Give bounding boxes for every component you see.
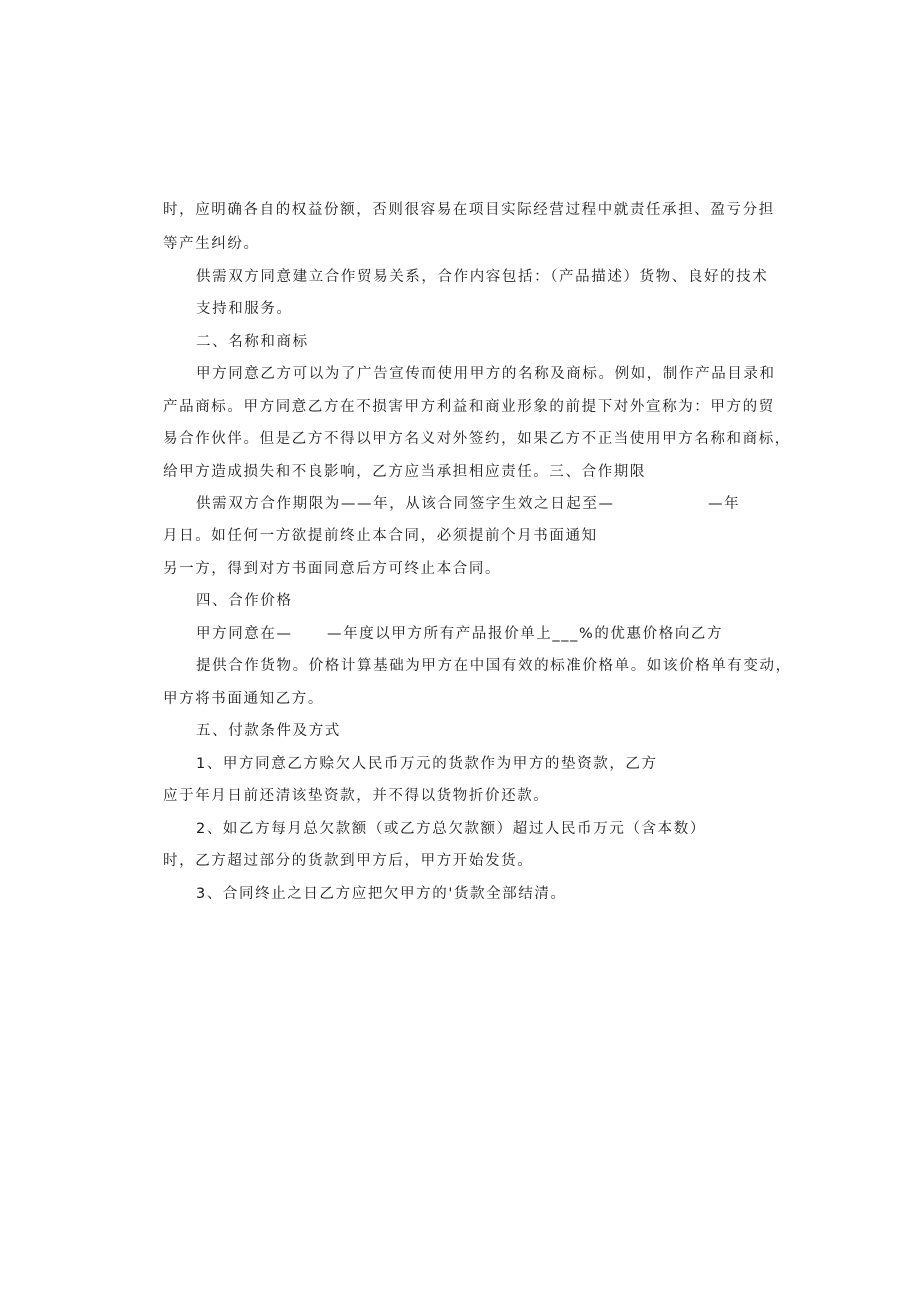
paragraph-line: 提供合作货物。价格计算基础为甲方在中国有效的标准价格单。如该价格单有变动，	[196, 658, 792, 674]
paragraph-line: 甲方同意在—	[196, 626, 293, 642]
paragraph-line: 时，应明确各自的权益份额，否则很容易在项目实际经营过程中就责任承担、盈亏分担	[163, 202, 775, 218]
section-heading: 五、付款条件及方式	[196, 723, 341, 739]
paragraph-line: 3、合同终止之日乙方应把欠甲方的'货款全部结清。	[196, 886, 567, 902]
paragraph-line-fragment: —年度以甲方所有产品报价单上___%的优惠价格向乙方	[327, 626, 724, 642]
paragraph-line: 1、甲方同意乙方赊欠人民币万元的货款作为甲方的垫资款，乙方	[196, 756, 658, 772]
paragraph-line: 支持和服务。	[196, 301, 293, 317]
paragraph-line: 供需双方同意建立合作贸易关系，合作内容包括：（产品描述）货物、良好的技术	[196, 269, 769, 285]
paragraph-line: 2、如乙方每月总欠款额（或乙方总欠款额）超过人民币万元（含本数）	[196, 821, 706, 837]
paragraph-line: 供需双方合作期限为——年，从该合同签字生效之日起至—	[196, 496, 615, 512]
paragraph-line: 月日。如任何一方欲提前终止本合同，必须提前个月书面通知	[163, 528, 598, 544]
paragraph-line: 甲方将书面通知乙方。	[163, 691, 324, 707]
paragraph-line: 甲方同意乙方可以为了广告宣传而使用甲方的名称及商标。例如，制作产品目录和	[196, 366, 776, 382]
paragraph-line: 易合作伙伴。但是乙方不得以甲方名义对外签约，如果乙方不正当使用甲方名称和商标，	[163, 431, 791, 447]
paragraph-line-fragment: —年	[708, 496, 741, 512]
section-heading: 二、名称和商标	[196, 334, 309, 350]
section-heading: 四、合作价格	[196, 593, 293, 609]
paragraph-line: 应于年月日前还清该垫资款，并不得以货物折价还款。	[163, 788, 550, 804]
paragraph-line: 等产生纠纷。	[163, 236, 260, 252]
paragraph-line: 时，乙方超过部分的货款到甲方后，甲方开始发货。	[163, 853, 534, 869]
paragraph-line: 给甲方造成损失和不良影响，乙方应当承担相应责任。三、合作期限	[163, 464, 646, 480]
paragraph-line: 另一方，得到对方书面同意后方可终止本合同。	[163, 561, 502, 577]
paragraph-line: 产品商标。甲方同意乙方在不损害甲方利益和商业形象的前提下对外宣称为：甲方的贸	[163, 399, 775, 415]
